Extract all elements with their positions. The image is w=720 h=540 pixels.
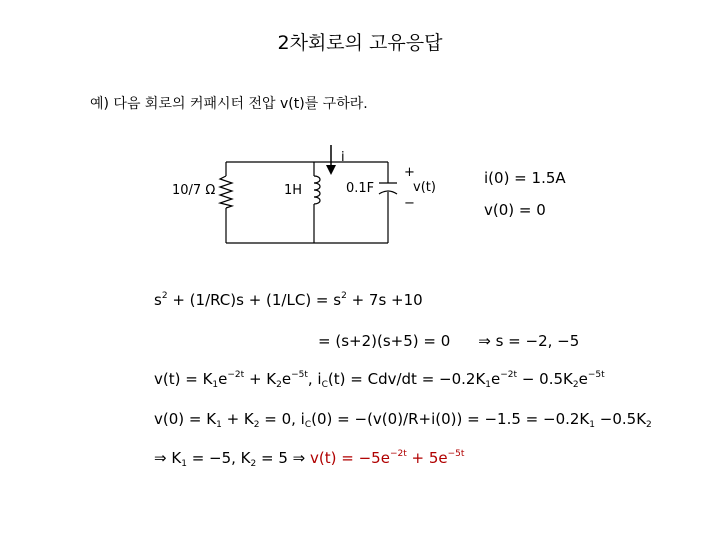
page-title: 2차회로의 고유응답	[277, 32, 443, 54]
answer-highlight: $v(t) = -5e^{-2t} + 5e^{-5t}$	[310, 449, 465, 467]
voltage-plus: +	[404, 165, 415, 180]
voltage-minus: −	[404, 196, 415, 211]
capacitor-label: 0.1F	[346, 181, 375, 196]
resistor-label: 10/7 Ω	[172, 183, 216, 198]
initial-voltage: v(0) = 0	[484, 201, 546, 219]
factored-equation: = (s+2)(s+5) = 0 ⇒ s = −2, −5	[318, 332, 580, 350]
characteristic-equation: $s^2 + (1/RC)s + (1/LC) = s^2 + 7s +10$	[154, 291, 423, 309]
resistor-symbol	[220, 176, 232, 208]
general-solution: $v(t) = K_1e^{-2t} + K_2e^{-5t}$, $i_C(t) = Cdv/dt = -0.2K_1e^{-2t} - 0.5K_2e^{-5t}$	[154, 370, 605, 390]
voltage-label: v(t)	[413, 180, 436, 195]
current-arrowhead	[326, 165, 336, 175]
boundary-conditions: $v(0) = K_1 + K_2 = 0$, $i_C(0) = -(v(0)/R+i(0)) = -1.5 = -0.2K_1 -0.5K_2$	[154, 410, 652, 430]
initial-current: i(0) = 1.5A	[484, 169, 566, 187]
inductor-label: 1H	[284, 183, 303, 198]
inductor-symbol	[314, 176, 320, 204]
current-label: i	[341, 150, 345, 165]
example-statement: 예) 다음 회로의 커패시터 전압 v(t)를 구하라.	[90, 96, 368, 112]
final-solution: ⇒ $K_1 = -5$, $K_2 = 5$ ⇒ $v(t) = -5e^{-2t} + 5e^{-5t}$	[154, 449, 465, 469]
